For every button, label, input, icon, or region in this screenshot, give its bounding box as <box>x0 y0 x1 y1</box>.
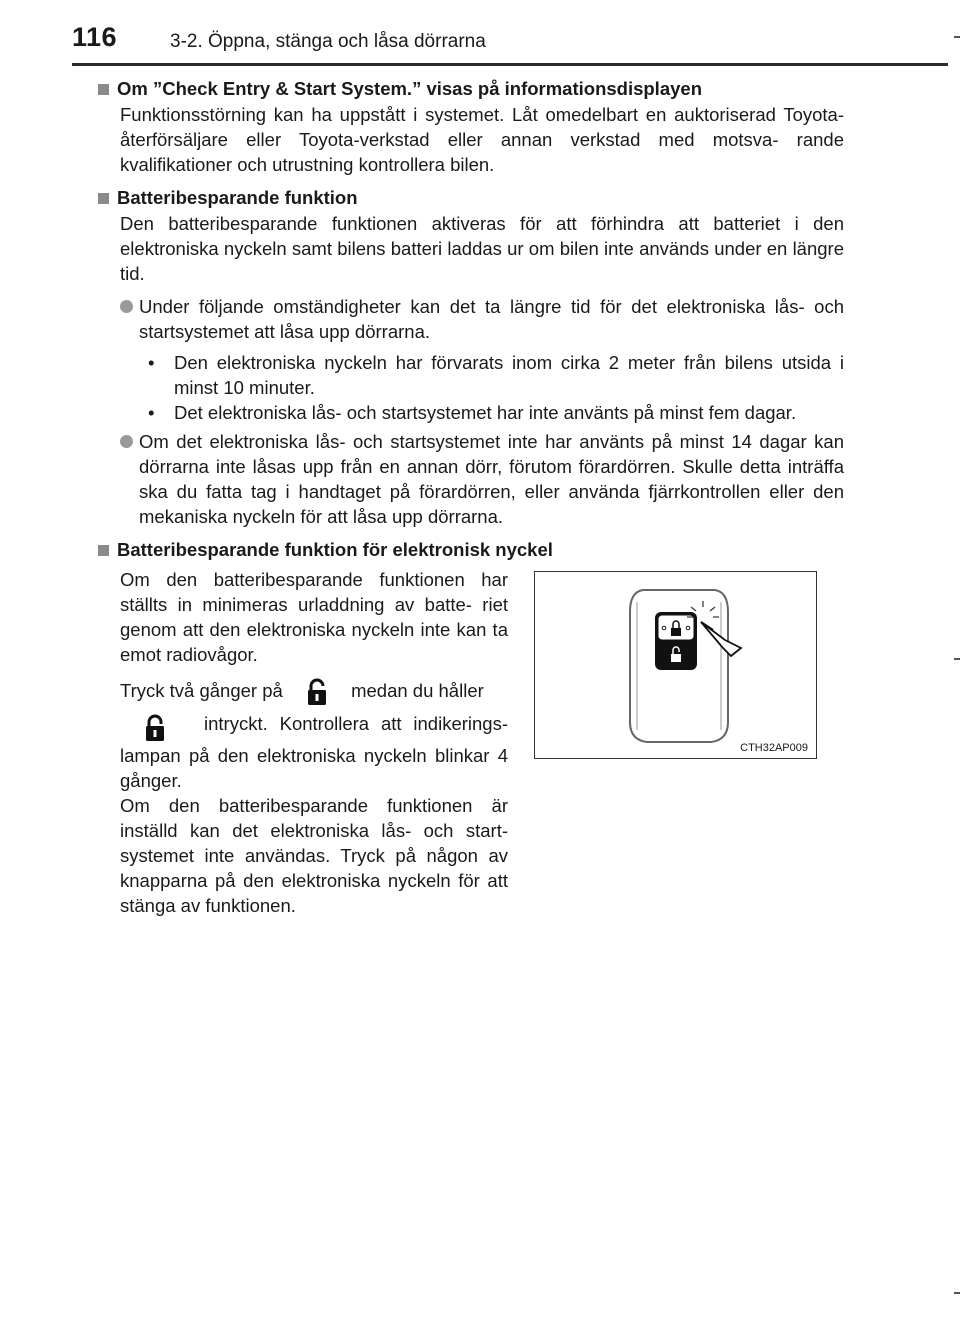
chapter-title: 3-2. Öppna, stänga och låsa dörrarna <box>170 31 486 52</box>
section-heading <box>98 76 844 102</box>
edge-tick <box>954 658 960 660</box>
header-rule <box>72 63 948 66</box>
square-bullet-icon <box>98 193 109 204</box>
sub-list-item-text: Den elektroniska nyckeln har förvarats inom cirka 2 meter från bilens utsida i minst 10 minuter. <box>174 352 844 398</box>
bullet-icon: • <box>148 402 155 423</box>
list-item-text: Under följande omständigheter kan det ta längre tid för det elektroniska lås- och startsystemet att låsa upp dörrarna. <box>139 296 844 342</box>
sub-list-item-text: Det elektroniska lås- och startsystemet har inte använts på minst fem dagar. <box>174 402 797 423</box>
section-heading-text: Batteribesparande funktion för elektronisk nyckel <box>117 539 553 560</box>
circle-bullet-icon <box>120 300 133 313</box>
paragraph: Om den batteribesparande funktionen har ställts in minimeras urladdning av batte- riet genom att den elektroniska nyckeln inte kan ta emot radiovågor. <box>120 569 508 665</box>
section-heading <box>98 185 844 211</box>
text-run: Tryck två gånger på <box>120 679 283 701</box>
sub-list-item <box>148 350 844 400</box>
square-bullet-icon <box>98 545 109 556</box>
list-item <box>120 294 844 344</box>
section-heading-text: Om ”Check Entry & Start System.” visas på informationsdisplayen <box>117 78 702 99</box>
page-content <box>98 76 844 923</box>
text-run: intryckt. Kontrollera att indikerings- lampan på den elektroniska nyckeln blinkar 4 gånger. <box>120 712 508 791</box>
section-paragraph: Funktionsstörning kan ha uppstått i systemet. Låt omedelbart en auktoriserad Toyota-återförsäljare eller Toyota-verkstad eller annan verkstad med motsva- rande kvalifikationer och utrustning kontrollera bilen. <box>120 104 844 175</box>
unlock-button-icon <box>140 713 170 743</box>
page-header <box>0 0 960 60</box>
square-bullet-icon <box>98 84 109 95</box>
bullet-icon: • <box>148 352 155 373</box>
electronic-key-icon <box>535 572 815 757</box>
two-column-block <box>98 563 844 923</box>
circle-bullet-icon <box>120 435 133 448</box>
edge-tick <box>954 36 960 38</box>
section-paragraph: Den batteribesparande funktionen aktiveras för att förhindra att batteriet i den elektroniska nyckeln samt bilens batteri laddas ur om bilen inte används under en längre tid. <box>120 213 844 284</box>
section-heading <box>98 537 844 563</box>
list-item-text: Om det elektroniska lås- och startsystemet inte har använts på minst 14 dagar kan dörrarna inte låsas upp från en annan dörr, förutom förardörren. Skulle detta inträffa ska du fatta tag i handtaget på förardörren, eller använda fjärrkontrollen eller den mekaniska nyckeln för att låsa upp dörrarna. <box>139 431 844 527</box>
list-item <box>120 429 844 529</box>
edge-tick <box>954 1292 960 1294</box>
lock-button-icon <box>302 677 332 707</box>
section-heading-text: Batteribesparande funktion <box>117 187 358 208</box>
paragraph: Om den batteribesparande funktionen är inställd kan det elektroniska lås- och start- systemet inte användas. Tryck på någon av knapparna på den elektroniska nyckeln för att stänga av funktionen. <box>120 795 508 916</box>
paragraph <box>120 677 508 793</box>
instruction-text <box>120 567 508 928</box>
key-illustration <box>534 571 817 759</box>
sub-list-item <box>148 400 844 425</box>
text-run: medan du håller <box>351 679 484 701</box>
page-number: 116 <box>72 22 118 52</box>
figure-code: CTH32AP009 <box>740 742 808 754</box>
sub-list <box>148 350 844 425</box>
